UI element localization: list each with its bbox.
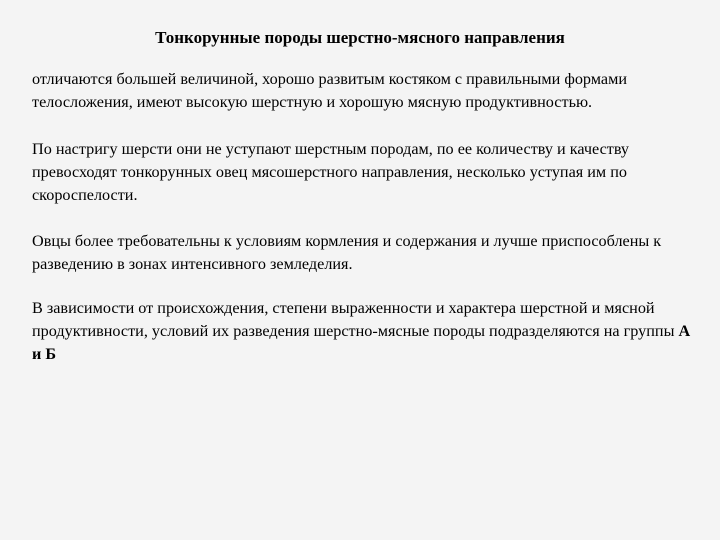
page-title: Тонкорунные породы шерстно-мясного направления: [155, 28, 565, 47]
paragraph-wool-yield: По настригу шерсти они не уступают шерстным породам, по ее количеству и качеству превосходят тонкорунных овец мясошерстного направления, несколько уступая им по скороспелости.: [32, 140, 630, 204]
document-body: [32, 68, 694, 366]
group-conjunction: и: [32, 345, 42, 363]
group-b-label: Б: [45, 345, 57, 363]
paragraph-groups-text: В зависимости от происхождения, степени выраженности и характера шерстной и мясной продуктивности, условий их разведения шерстно-мясные породы подразделяются на группы: [32, 299, 679, 340]
paragraph-groups: [32, 297, 694, 366]
paragraph-characteristics: отличаются большей величиной, хорошо развитым костяком с правильными формами телосложения, имеют высокую шерстную и хорошую мясную продуктивностью.: [32, 70, 627, 111]
group-a-label: А: [678, 322, 691, 340]
paragraph-requirements: Овцы более требовательны к условиям кормления и содержания и лучше приспособлены к разведению в зонах интенсивного земледелия.: [32, 232, 662, 273]
